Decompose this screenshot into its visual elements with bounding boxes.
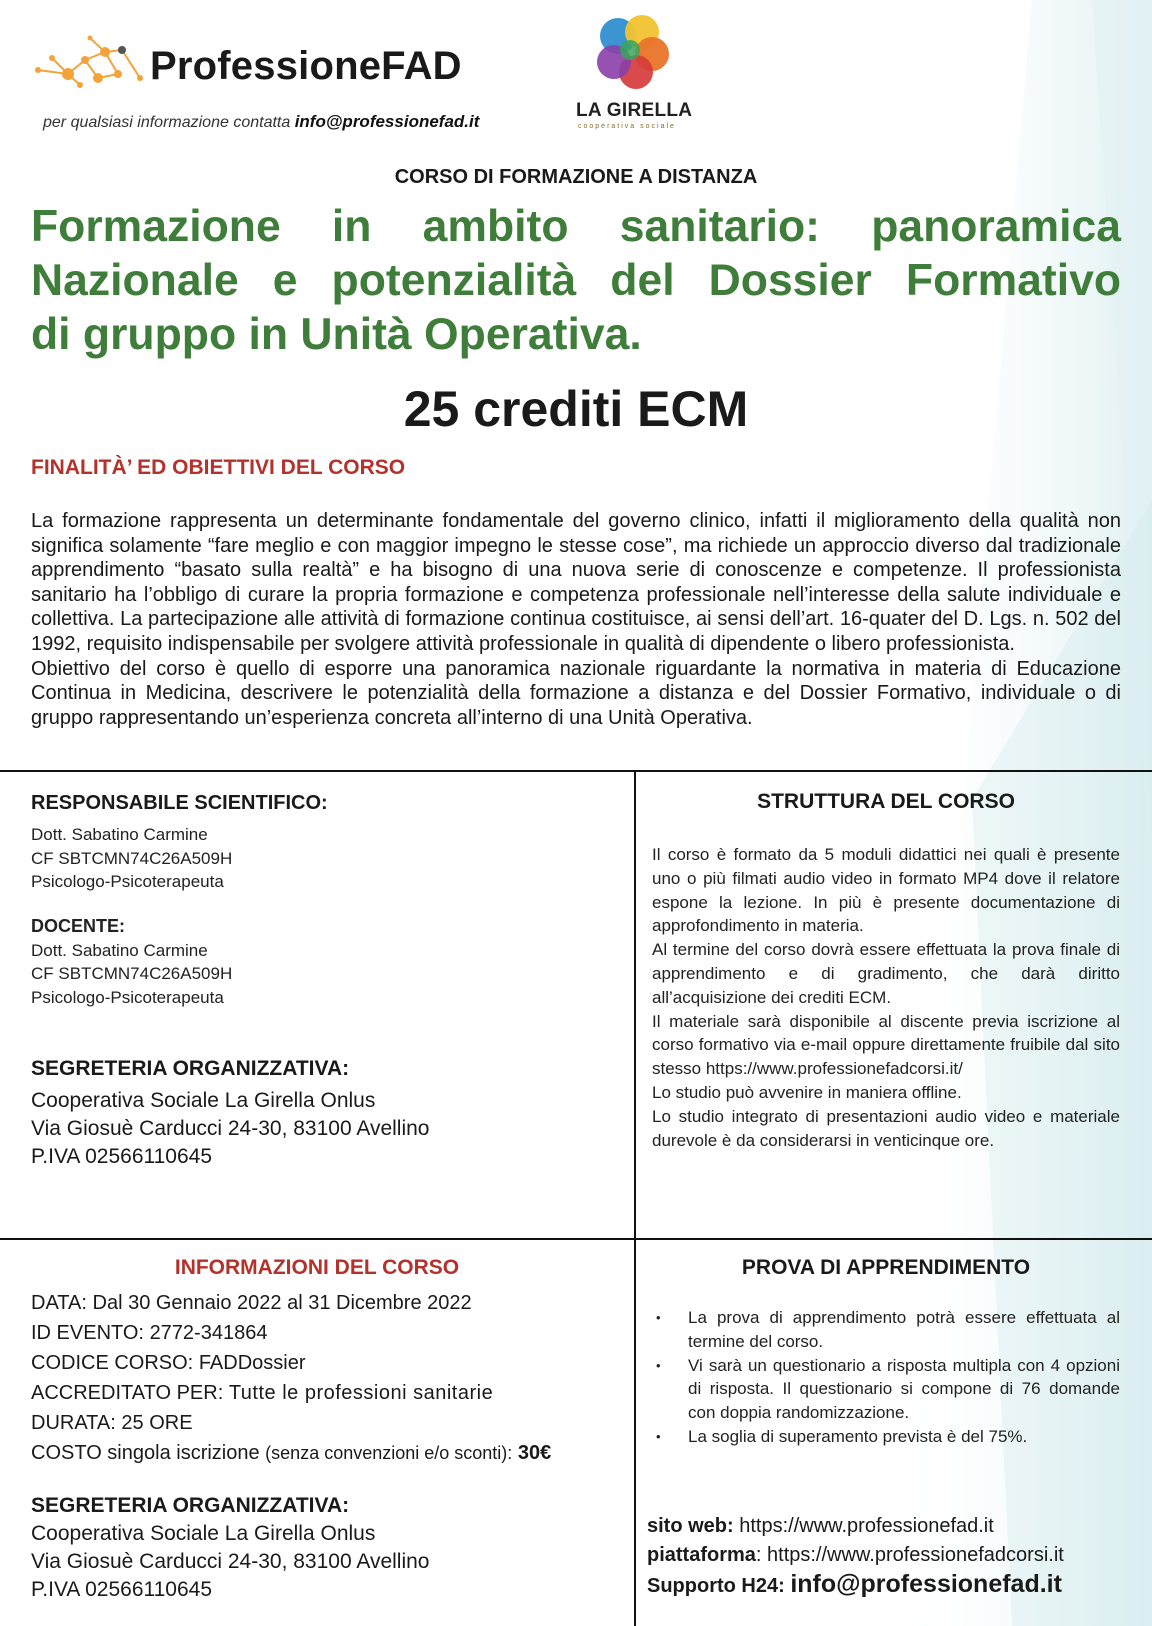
info-value: Dal 30 Gennaio 2022 al 31 Dicembre 2022: [92, 1292, 472, 1314]
course-type: CORSO DI FORMAZIONE A DISTANZA: [394, 166, 758, 188]
title-line: Nazionale e potenzialità del Dossier Formativo: [31, 256, 1121, 305]
prova-bullet: • La prova di apprendimento potrà essere effettuata al termine del corso.: [652, 1306, 1120, 1354]
struttura-heading: STRUTTURA DEL CORSO: [757, 790, 1015, 813]
responsabile-section: [31, 792, 621, 894]
info-key: ACCREDITATO PER:: [31, 1382, 224, 1404]
struttura-paragraph: Al termine del corso dovrà essere effettuata la prova finale di apprendimento e di gradimento, che darà diritto all’acquisizione dei crediti ECM.: [652, 940, 1120, 1007]
info-key: DATA:: [31, 1292, 87, 1314]
responsabile-line: Dott. Sabatino Carmine: [31, 825, 208, 844]
info-key: ID EVENTO:: [31, 1322, 144, 1344]
support-row: [647, 1570, 1147, 1601]
objectives-paragraph: Obiettivo del corso è quello di esporre una panoramica nazionale riguardante la normativa in materia di Educazione Continua in Medicina, descrivere le potenzialità della formazione a distanza e del Dossier Formativo, individuale o di gruppo rappresentando un’esperienza concreta all’interno di una Unità Operativa.: [31, 657, 1121, 729]
info-value: Tutte le professioni sanitarie: [228, 1382, 494, 1404]
contact-email[interactable]: info@professionefad.it: [294, 112, 480, 131]
logo-name: ProfessioneFAD: [150, 44, 462, 88]
objectives-paragraph: La formazione rappresenta un determinante fondamentale del governo clinico, infatti il miglioramento della qualità non significa solamente “fare meglio e con maggior impegno le stesse cose”, ma richiede un approccio diverso dal tradizionale apprendimento “basato sulla realtà” e ha bisogno di una nuova serie di conoscenze e competenze. Il professionista sanitario ha l’obbligo di curare la propria formazione e competenza professionale nell’interesse della salute individuale e collettiva. La partecipazione alle attività di formazione continua costituisce, ai sensi dell’art. 16-quater del D. Lgs. n. 502 del 1992, requisito indispensabile per svolgere attività professionale in qualità di dipendente o libero professionista.: [31, 510, 1121, 655]
title-line: di gruppo in Unità Operativa.: [31, 310, 642, 359]
info-key: CODICE CORSO:: [31, 1352, 194, 1374]
prova-bullet: • Vi sarà un questionario a risposta multipla con 4 opzioni di risposta. Il questionario si compone di 76 domande con doppia randomizzazione.: [652, 1354, 1120, 1425]
segreteria2-line: Cooperativa Sociale La Girella Onlus: [31, 1522, 376, 1545]
info-row: [31, 1378, 631, 1408]
docente-line: Dott. Sabatino Carmine: [31, 940, 208, 960]
info-value: 2772-341864: [149, 1322, 268, 1344]
segreteria2-label: SEGRETERIA ORGANIZZATIVA:: [31, 1494, 350, 1517]
prova-list: [652, 1306, 1120, 1449]
responsabile-line: CF SBTCMN74C26A509H: [31, 848, 233, 868]
la-girella-logo-icon: [590, 10, 676, 100]
informazioni-list: [31, 1288, 631, 1468]
info-row: [31, 1408, 631, 1438]
prova-bullet: • La soglia di superamento prevista è del 75%.: [652, 1425, 1120, 1449]
support-email[interactable]: info@professionefad.it: [790, 1570, 1062, 1598]
platform-link[interactable]: : https://www.professionefadcorsi.it: [755, 1544, 1064, 1566]
cost-value: 30€: [517, 1442, 552, 1464]
title-line: Formazione in ambito sanitario: panoramica: [31, 202, 1121, 251]
segreteria2-section: [31, 1494, 631, 1604]
struttura-paragraph: Lo studio può avvenire in maniera offline.: [652, 1082, 962, 1102]
page-title: [31, 200, 1121, 362]
responsabile-line: Psicologo-Psicoterapeuta: [31, 872, 224, 891]
divider: [0, 770, 1152, 772]
struttura-paragraph: Il corso è formato da 5 moduli didattici nei quali è presente uno o più filmati audio video in formato MP4 dove il relatore espone la lezione. In più è presente documentazione di approfondimento in materia.: [652, 845, 1120, 936]
segreteria2-line: P.IVA 02566110645: [31, 1578, 213, 1601]
responsabile-details: [31, 823, 621, 894]
web-label: sito web:: [647, 1515, 734, 1537]
partner-tagline: cooperativa sociale: [578, 123, 676, 130]
support-label: Supporto H24:: [647, 1575, 785, 1597]
info-row: [31, 1318, 631, 1348]
docente-label: DOCENTE:: [31, 916, 125, 936]
cost-key: COSTO singola iscrizione: [31, 1442, 260, 1464]
responsabile-label: RESPONSABILE SCIENTIFICO:: [31, 792, 328, 814]
segreteria-label: SEGRETERIA ORGANIZZATIVA:: [31, 1057, 350, 1080]
partner-name: LA GIRELLA: [576, 100, 693, 121]
web-row: [647, 1512, 1147, 1541]
platform-label: piattaforma: [647, 1544, 756, 1566]
info-key: DURATA:: [31, 1412, 116, 1434]
contact-line: [43, 112, 479, 132]
struttura-paragraph: Il materiale sarà disponibile al discente previa iscrizione al corso formativo via e-mail oppure direttamente fruibile dal sito stesso https://www.professionefadcorsi.it/: [652, 1011, 1120, 1079]
platform-row: [647, 1541, 1147, 1570]
info-cost-row: [31, 1438, 631, 1468]
contact-prefix: per qualsiasi informazione contatta: [43, 114, 291, 131]
segreteria-section: [31, 1057, 621, 1171]
info-row: [31, 1288, 631, 1318]
divider: [0, 1238, 1152, 1240]
links-section: [647, 1512, 1147, 1601]
docente-details: [31, 939, 621, 1010]
professionefad-logo-icon: [30, 30, 150, 90]
segreteria2-details: [31, 1520, 631, 1604]
info-value: 25 ORE: [121, 1412, 193, 1434]
docente-line: Psicologo-Psicoterapeuta: [31, 987, 224, 1007]
cost-note: (senza convenzioni e/o sconti):: [265, 1443, 513, 1463]
prova-heading: PROVA DI APPRENDIMENTO: [741, 1256, 1031, 1279]
docente-section: [31, 915, 621, 1009]
segreteria2-line: Via Giosuè Carducci 24-30, 83100 Avellino: [31, 1550, 430, 1573]
objectives-heading: FINALITÀ’ ED OBIETTIVI DEL CORSO: [31, 456, 406, 479]
segreteria-line: Cooperativa Sociale La Girella Onlus: [31, 1089, 376, 1112]
struttura-paragraph: Lo studio integrato di presentazioni audio video e materiale durevole è da considerarsi in venticinque ore.: [652, 1106, 1120, 1150]
objectives-body: [31, 509, 1121, 730]
segreteria-line: P.IVA 02566110645: [31, 1145, 213, 1168]
segreteria-details: [31, 1087, 621, 1171]
segreteria-line: Via Giosuè Carducci 24-30, 83100 Avellino: [31, 1117, 430, 1140]
docente-line: CF SBTCMN74C26A509H: [31, 964, 233, 983]
web-link[interactable]: https://www.professionefad.it: [739, 1515, 994, 1537]
struttura-body: [652, 843, 1120, 1152]
credits-ecm: 25 crediti ECM: [403, 381, 749, 437]
column-divider: [634, 770, 636, 1626]
informazioni-heading: INFORMAZIONI DEL CORSO: [174, 1256, 460, 1279]
info-row: [31, 1348, 631, 1378]
info-value: FADDossier: [198, 1352, 306, 1374]
